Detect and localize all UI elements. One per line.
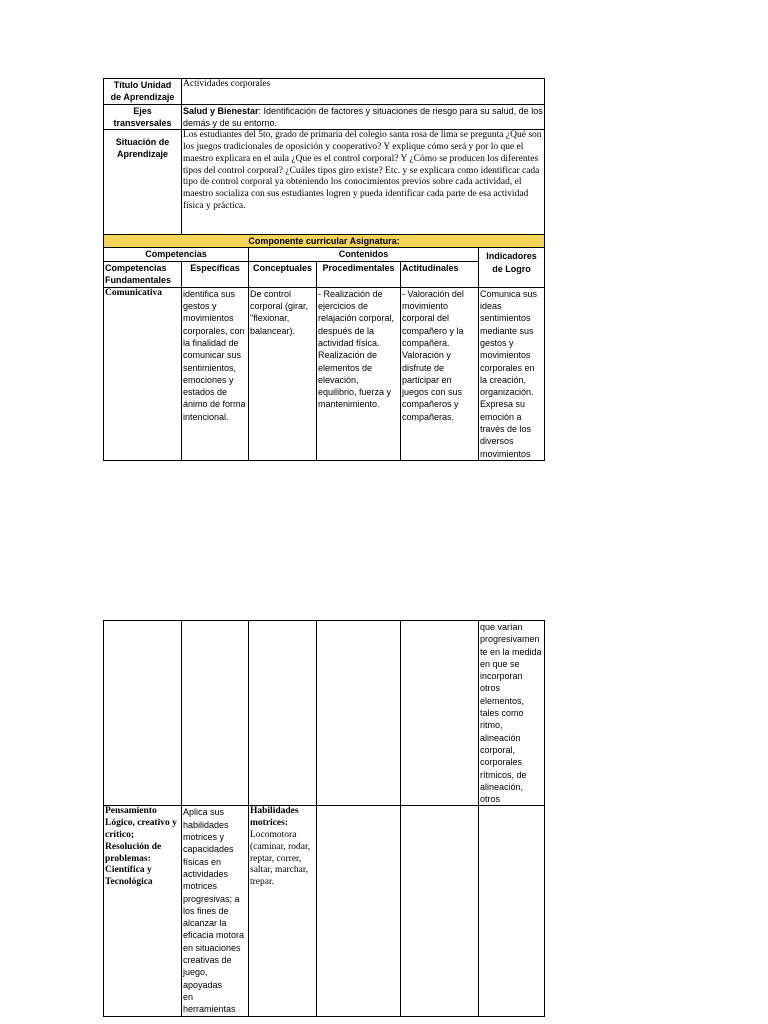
row-comunicativa-fundamental: Comunicativa (104, 287, 182, 460)
indicadores-heading: Indicadores de Logro (479, 248, 545, 287)
unit-title-value: Actividades corporales (182, 79, 545, 105)
unit-title-label: Título Unidad de Aprendizaje (104, 79, 182, 105)
unit-plan-table-top (103, 78, 545, 461)
competencias-heading: Competencias (104, 248, 249, 261)
learning-situation-label: Situación de Aprendizaje (104, 130, 182, 235)
continued-actitudinal-empty (401, 621, 479, 806)
row-pensamiento-fundamental: Pensamiento Lógico, creativo y crítico; Resolución de problemas: Científica y Tecnológica (104, 806, 182, 1016)
row-comunicativa-conceptual: De control corporal (girar, "flexionar, balancear). (249, 287, 317, 460)
transversal-axes-label: Ejes transversales (104, 104, 182, 130)
continued-fundamental-empty (104, 621, 182, 806)
learning-situation-value: Los estudiantes del 5to, grado de primaria del colegio santa rosa de lima se pregunta ¿Qué son los juegos tradicionales de oposición y cooperativo? Y explique cómo será y por lo que el maestro explicara en el aula ¿Que es el control corporal? Y ¿Cómo se producen los diferentes tipos del control corporal? ¿Cuáles tipos giro existe? Etc. y se explicara como identificar cada tipo de control corporal ya obteniendo los conocimientos previos sobre cada actividad, el maestro socializa con sus estudiantes logren y pueda identificar cada parte de esa actividad física y práctica. (182, 130, 545, 235)
continued-especifica-empty (182, 621, 249, 806)
actitudinales-heading: Actitudinales (401, 261, 479, 287)
row-comunicativa-especifica: identifica sus gestos y movimientos corporales, con la finalidad de comunicar sus sentimientos, emociones y estados de ánimo de forma intencional. (182, 287, 249, 460)
row-pensamiento-actitudinal-empty (401, 806, 479, 1016)
transversal-axes-bold: Salud y Bienestar (183, 105, 259, 116)
habilidades-motrices-title: Habilidades motrices: (250, 806, 299, 829)
transversal-axes-value (182, 104, 545, 130)
procedimentales-heading: Procedimentales (317, 261, 401, 287)
fundamentales-heading: Competencias Fundamentales (104, 261, 182, 287)
row-pensamiento-conceptual (249, 806, 317, 1016)
row-comunicativa-procedimental: - Realización de ejercicios de relajación corporal, después de la actividad física. Realización de elementos de elevación, equilibrio, fuerza y mantenimiento. (317, 287, 401, 460)
continued-indicador: que varían progresivamen te en la medida en que se incorporan otros elementos, tales como ritmo, alineación corporal, corporales rítmicos, de alineación, otros (479, 621, 545, 806)
row-comunicativa-indicador: Comunica sus ideas sentimientos mediante sus gestos y movimientos corporales en la creación, organización. Expresa su emoción a través de los diversos movimientos (479, 287, 545, 460)
contenidos-heading: Contenidos (249, 248, 479, 261)
continued-procedimental-empty (317, 621, 401, 806)
row-pensamiento-indicador-empty (479, 806, 545, 1016)
continued-conceptual-empty (249, 621, 317, 806)
unit-plan-table-bottom (103, 620, 545, 1017)
conceptuales-heading: Conceptuales (249, 261, 317, 287)
row-pensamiento-procedimental-empty (317, 806, 401, 1016)
especificas-heading: Específicas (182, 261, 249, 287)
row-pensamiento-especifica: Aplica sus habilidades motrices y capacidades físicas en actividades motrices progresivas; a los fines de alcanzar la eficacia motora en situaciones creativas de juego, apoyadas en herramientas (182, 806, 249, 1016)
row-comunicativa-actitudinal: - Valoración del movimiento corporal del compañero y la compañera. Valoración y disfrute de participar en juegos con sus compañeros y compañeras. (401, 287, 479, 460)
transversal-axes-text: : Identificación de factores y situaciones de riesgo para su salud, de los demás y de su entorno. (183, 105, 543, 128)
habilidades-motrices-text: Locomotora (caminar, rodar, reptar, correr, saltar, marchar, trepar. (250, 830, 311, 888)
curricular-component-heading: Componente curricular Asignatura: (104, 235, 545, 248)
